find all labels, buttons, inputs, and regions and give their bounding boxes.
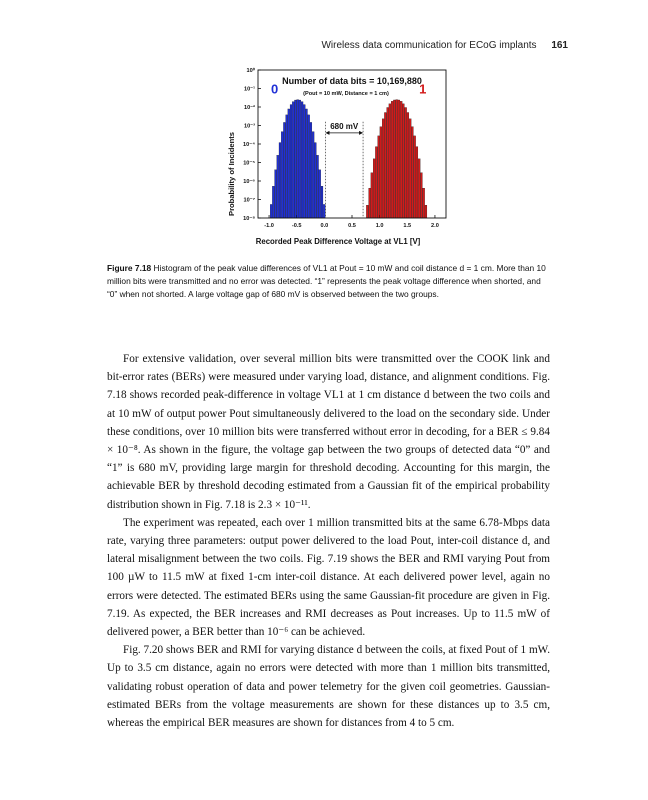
y-tick-label: 10⁰: [246, 68, 255, 74]
histogram-bar-0: [303, 105, 305, 218]
histogram-bar-0: [290, 105, 292, 218]
y-tick-label: 10⁻⁶: [243, 179, 255, 185]
histogram-bar-1: [373, 159, 375, 218]
histogram-bar-1: [375, 147, 377, 218]
figure-caption: [107, 262, 550, 300]
histogram-bar-1: [398, 100, 400, 218]
histogram-bar-1: [369, 188, 371, 218]
histogram-bar-0: [299, 100, 301, 218]
histogram-bar-0: [270, 204, 272, 218]
histogram-bar-1: [391, 101, 393, 218]
histogram-bar-1: [387, 107, 389, 218]
histogram-bar-1: [423, 188, 425, 218]
paragraph-1: For extensive validation, over several million bits were transmitted over the COOK link and bit-error rates (BERs) were measured under varying load, distance, and alignment conditions. Fig. 7.18 shows recorded peak-difference in voltage VL1 at 1 cm distance d between the two coils and at 10 mW of output power Pout simultaneously delivered to the load on the secondary side. Under these conditions, over 10 million bits were transferred without error in decoding, for a BER ≤ 9.84 × 10⁻⁸. As shown in the figure, the voltage gap between the two groups of detected data “0” and “1” is 680 mV, providing large margin for threshold decoding. Accounting for this margin, the achievable BER by threshold decoding estimated from a Gaussian fit of the empirical probability distribution shown in Fig. 7.18 is 2.3 × 10⁻¹¹.: [107, 353, 550, 511]
figure-label: Figure 7.18: [107, 263, 152, 273]
x-tick-label: 0.0: [320, 223, 329, 229]
histogram-bar-1: [405, 107, 407, 218]
gap-arrow-head-right: [359, 131, 363, 135]
histogram-bar-0: [308, 115, 310, 218]
histogram-bar-1: [382, 119, 384, 218]
body-text: [107, 350, 550, 732]
histogram-bar-1: [366, 205, 368, 218]
histogram-bar-1: [393, 100, 395, 218]
histogram-bar-1: [400, 101, 402, 218]
page-number: 161: [551, 40, 568, 51]
x-tick-label: 1.5: [403, 223, 412, 229]
histogram-bar-0: [317, 155, 319, 218]
histogram-bar-0: [283, 122, 285, 218]
x-tick-label: 1.0: [375, 223, 384, 229]
histogram-bar-0: [292, 102, 294, 218]
figure-caption-text: Histogram of the peak value differences of VL1 at Pout = 10 mW and coil distance d = 1 cm. More than 10 million bits were transmitted and no error was detected. “1” represents the peak voltage difference when shorted, and “0” when not shorted. A large voltage gap of 680 mV is observed between the two groups.: [107, 263, 546, 299]
histogram-bar-0: [297, 100, 299, 218]
y-tick-label: 10⁻⁷: [243, 197, 255, 204]
histogram-bar-0: [286, 115, 288, 218]
y-tick-label: 10⁻¹: [243, 86, 255, 93]
histogram-bar-1: [420, 173, 422, 218]
histogram-bar-1: [384, 112, 386, 218]
histogram-bar-1: [371, 173, 373, 218]
y-tick-label: 10⁻⁴: [243, 142, 255, 148]
histogram-figure: [220, 62, 452, 252]
histogram-bar-0: [312, 132, 314, 218]
y-axis-label: Probability of Incidents: [227, 132, 236, 216]
histogram-bar-1: [389, 104, 391, 218]
histogram-bar-1: [425, 205, 427, 218]
series-label-1: 1: [419, 81, 427, 97]
histogram-bar-1: [414, 136, 416, 218]
paragraph-3: Fig. 7.20 shows BER and RMI for varying distance d between the coils, at fixed Pout of 1 mW. Up to 3.5 cm distance, again no errors were detected with more than 1 million bits transmitted, validating robust operation of data and power telemetry for the given coil geometries. Gaussian-estimated BERs from the voltage measurements are shown for these distances up to 3.5 cm, whereas the empirical BER measures are shown for distances from 4 to 5 cm.: [107, 644, 550, 730]
histogram-bar-0: [272, 186, 274, 218]
x-tick-label: 2.0: [431, 223, 439, 229]
series-label-0: 0: [270, 81, 279, 97]
x-tick-label: -1.0: [264, 223, 274, 229]
chart-title: Number of data bits = 10,169,880: [282, 76, 422, 86]
x-tick-label: 0.5: [348, 223, 356, 229]
histogram-bar-0: [301, 102, 303, 218]
histogram-bar-0: [281, 132, 283, 218]
x-tick-label: -0.5: [291, 223, 302, 229]
histogram-bar-0: [321, 186, 323, 218]
y-tick-label: 10⁻³: [243, 123, 255, 130]
gap-annotation: 680 mV: [330, 121, 359, 131]
histogram-bar-1: [411, 127, 413, 218]
histogram-bar-0: [323, 204, 325, 218]
paragraph-2: The experiment was repeated, each over 1 million transmitted bits at the same 6.78-Mbps data rate, varying three parameters: output power delivered to the load Pout, inter-coil distance d, and lateral misalignment between the two coils. Fig. 7.19 shows the BER and RMI varying Pout from 100 µW to 11.5 mW at fixed 1-cm inter-coil distance. At each delivered power level, again no errors were detected. The estimated BERs using the same Gaussian-fit procedure are given in Fig. 7.19. As expected, the BER increases and RMI decreases as Pout increases. Up to 11.5 mW of delivered power, a BER better than 10⁻⁶ can be achieved.: [107, 516, 550, 639]
histogram-bar-1: [416, 147, 418, 218]
x-axis-label: Recorded Peak Difference Voltage at VL1 [V]: [255, 237, 421, 246]
y-tick-label: 10⁻²: [243, 105, 255, 111]
histogram-bar-0: [288, 109, 290, 218]
running-header-title: Wireless data communication for ECoG implants: [321, 40, 537, 51]
histogram-bar-1: [402, 104, 404, 218]
y-tick-label: 10⁻⁸: [243, 216, 255, 222]
histogram-bar-1: [396, 100, 398, 218]
histogram-bar-1: [418, 159, 420, 218]
running-header: [321, 40, 568, 51]
histogram-bar-1: [407, 112, 409, 218]
histogram-bar-0: [277, 155, 279, 218]
histogram-bar-0: [314, 143, 316, 218]
histogram-bar-0: [306, 109, 308, 218]
histogram-bar-0: [319, 170, 321, 218]
histogram-bar-0: [294, 100, 296, 218]
chart-subtitle: (Pout = 10 mW, Distance = 1 cm): [303, 91, 389, 97]
histogram-bar-1: [380, 127, 382, 218]
gap-arrow-head-left: [325, 131, 329, 135]
y-tick-label: 10⁻⁵: [243, 160, 255, 167]
histogram-bar-1: [409, 119, 411, 218]
histogram-bar-1: [378, 136, 380, 218]
histogram-bar-0: [275, 170, 277, 218]
histogram-bar-0: [310, 122, 312, 218]
histogram-bar-0: [279, 143, 281, 218]
